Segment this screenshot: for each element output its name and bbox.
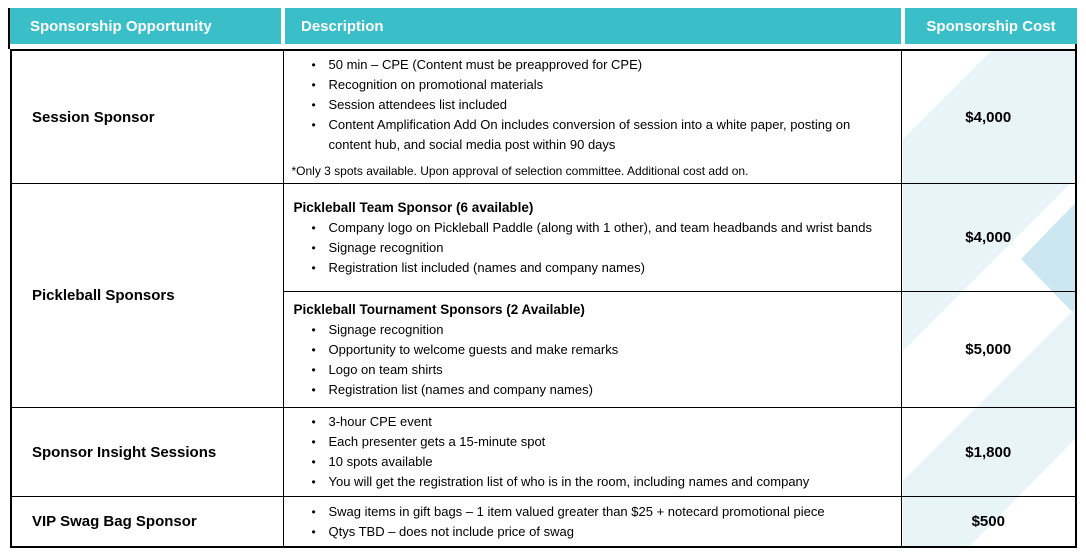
- bullet-item: • 10 spots available: [284, 452, 893, 472]
- bullet-item: • Company logo on Pickleball Paddle (along with 1 other), and team headbands and wrist bands: [284, 218, 893, 238]
- row-insight-cost: $1,800: [901, 408, 1075, 497]
- row-insight-description: [283, 408, 901, 497]
- row-pickleball-title: Pickleball Sponsors: [12, 184, 283, 408]
- bullet-item: • Recognition on promotional materials: [284, 75, 893, 95]
- row-pickleball-team-cost: $4,000: [901, 184, 1075, 292]
- row-insight-title: Sponsor Insight Sessions: [12, 408, 283, 497]
- bullet-item: • Registration list (names and company names): [284, 380, 893, 400]
- table-row: [12, 408, 1075, 497]
- header-cell-description: Description: [285, 8, 901, 44]
- table-row: [12, 184, 1075, 292]
- bullet-item: • Registration list included (names and company names): [284, 258, 893, 278]
- bullet-item: • Opportunity to welcome guests and make remarks: [284, 340, 893, 360]
- bullet-item: • Each presenter gets a 15-minute spot: [284, 432, 893, 452]
- row-swag-description: [283, 497, 901, 547]
- bullet-item: • 50 min – CPE (Content must be preapproved for CPE): [284, 55, 893, 75]
- row-pickleball-tournament-cost: $5,000: [901, 292, 1075, 408]
- pickleball-team-heading: Pickleball Team Sponsor (6 available): [293, 199, 534, 215]
- bullet-list: [284, 320, 893, 400]
- bullet-item: • Content Amplification Add On includes conversion of session into a white paper, posting on content hub, and social media post within 90 days: [284, 115, 893, 155]
- session-footnote: *Only 3 spots available. Upon approval of selection committee. Additional cost add on.: [291, 164, 749, 178]
- bullet-item: • You will get the registration list of who is in the room, including names and company: [284, 472, 893, 492]
- row-swag-title: VIP Swag Bag Sponsor: [12, 497, 283, 547]
- header-cell-cost: Sponsorship Cost: [905, 8, 1077, 44]
- bullet-item: • Session attendees list included: [284, 95, 893, 115]
- row-session-cost: $4,000: [901, 51, 1075, 184]
- bullet-item: • Logo on team shirts: [284, 360, 893, 380]
- table-header: [10, 8, 1077, 44]
- bullet-list: [284, 412, 893, 492]
- pickleball-tournament-heading: Pickleball Tournament Sponsors (2 Available): [293, 301, 585, 317]
- bullet-list: [284, 218, 893, 278]
- bullet-list: [284, 55, 893, 155]
- bullet-item: • Qtys TBD – does not include price of swag: [284, 522, 893, 542]
- bullet-item: • Signage recognition: [284, 238, 893, 258]
- bullet-item: • Swag items in gift bags – 1 item valued greater than $25 + notecard promotional piece: [284, 502, 893, 522]
- sponsorship-table: [12, 51, 1075, 546]
- header-cell-opportunity: Sponsorship Opportunity: [10, 8, 281, 44]
- row-pickleball-team-description: [283, 184, 901, 292]
- bullet-item: • Signage recognition: [284, 320, 893, 340]
- row-swag-cost: $500: [901, 497, 1075, 547]
- row-pickleball-tournament-description: [283, 292, 901, 408]
- bullet-list: [284, 502, 893, 542]
- row-session-title: Session Sponsor: [12, 51, 283, 184]
- table-row: [12, 497, 1075, 547]
- table-body: [10, 49, 1077, 548]
- row-session-description: [283, 51, 901, 184]
- table-row: [12, 51, 1075, 184]
- bullet-item: • 3-hour CPE event: [284, 412, 893, 432]
